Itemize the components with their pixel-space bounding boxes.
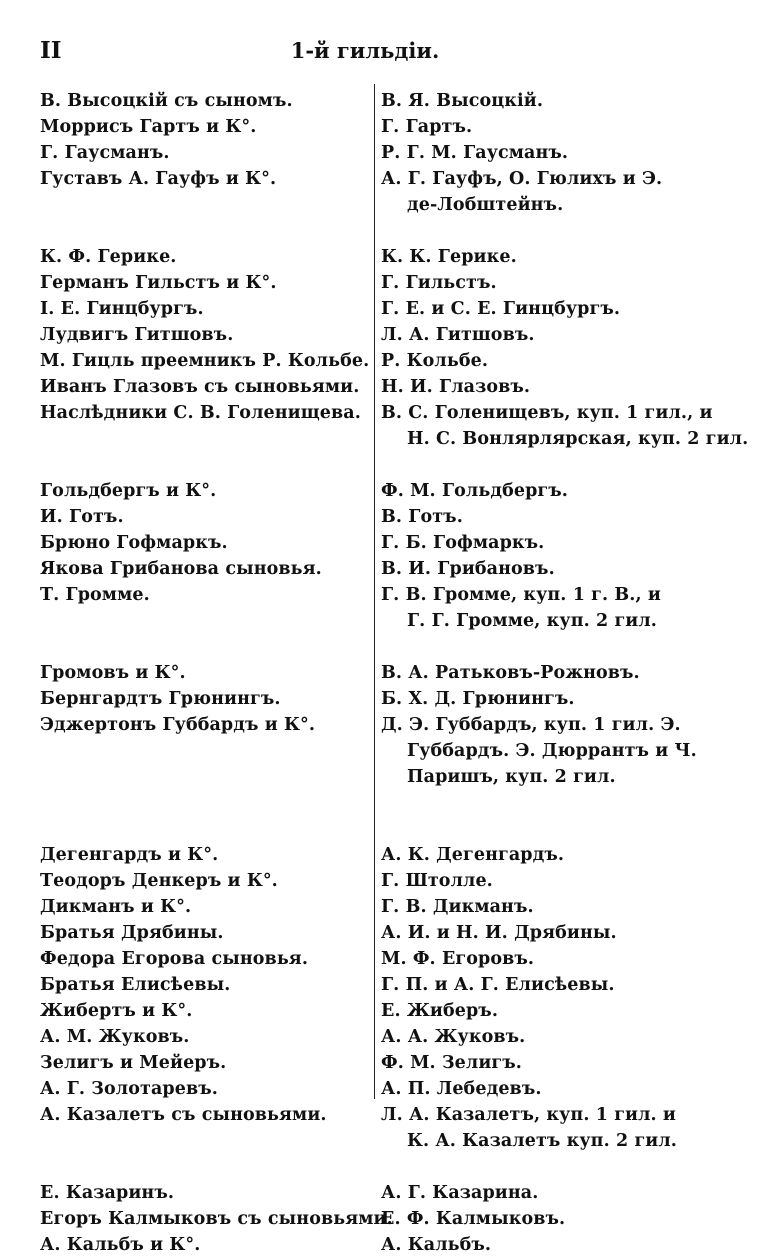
firm-name: Дегенгардъ и К°. — [40, 845, 219, 865]
owner-name: В. А. Ратьковъ-Рожновъ. — [381, 663, 640, 683]
owner-entry — [381, 374, 731, 400]
owner-name: Г. Е. и С. Е. Гинцбургъ. — [381, 299, 621, 319]
firm-entry — [40, 530, 370, 556]
firm-name: Жибертъ и К°. — [40, 1001, 193, 1021]
firm-name: Зелигъ и Мейеръ. — [40, 1053, 227, 1073]
owner-name: А. Г. Казарина. — [381, 1183, 539, 1203]
owner-name: Л. А. Казалетъ, куп. 1 гил. и — [381, 1105, 676, 1125]
firm-name: Лудвигъ Гитшовъ. — [40, 325, 234, 345]
firm-name: М. Гицль преемникъ Р. Кольбе. — [40, 351, 370, 371]
owner-entry — [381, 270, 731, 296]
group-spacer — [381, 218, 731, 244]
firm-name: А. Казалетъ съ сыновьями. — [40, 1105, 327, 1125]
firm-name: В. Высоцкій съ сыномъ. — [40, 91, 293, 111]
owner-name: Г. В. Дикманъ. — [381, 897, 534, 917]
owner-entry — [381, 868, 731, 894]
firm-name: Федора Егорова сыновья. — [40, 949, 309, 969]
firm-name: Теодоръ Денкеръ и К°. — [40, 871, 278, 891]
owner-entry — [381, 140, 731, 166]
firm-name: Иванъ Глазовъ съ сыновьями. — [40, 377, 360, 397]
owner-entry — [381, 556, 731, 582]
owner-entry — [381, 244, 731, 270]
owner-name: В. И. Грибановъ. — [381, 559, 555, 579]
running-head: 1-й гильдіи. — [290, 38, 440, 63]
firm-entry — [40, 972, 370, 998]
owner-name: Г. П. и А. Г. Елисѣевы. — [381, 975, 615, 995]
group-spacer — [381, 816, 731, 842]
owner-entry — [381, 686, 731, 712]
owner-entry — [381, 88, 731, 114]
owner-name: Г. Штолле. — [381, 871, 493, 891]
owner-name: А. П. Лебедевъ. — [381, 1079, 542, 1099]
firm-name: Гольдбергъ и К°. — [40, 481, 217, 501]
owner-name-continued: К. А. Казалетъ куп. 2 гил. — [407, 1131, 677, 1151]
owner-entry — [381, 1206, 731, 1232]
owner-name: Ф. М. Гольдбергъ. — [381, 481, 568, 501]
firm-entry — [40, 842, 370, 868]
owner-entry — [381, 1076, 731, 1102]
firm-entry — [40, 166, 370, 218]
owner-entry — [381, 946, 731, 972]
owner-name: В. Готъ. — [381, 507, 463, 527]
firm-name: Моррисъ Гартъ и К°. — [40, 117, 257, 137]
owner-entry — [381, 1024, 731, 1050]
firm-entry — [40, 894, 370, 920]
owner-entry — [381, 712, 731, 790]
firm-name: А. М. Жуковъ. — [40, 1027, 190, 1047]
owner-name: Ф. М. Зелигъ. — [381, 1053, 522, 1073]
firm-entry — [40, 1024, 370, 1050]
owner-name: К. К. Герике. — [381, 247, 517, 267]
owner-name: Р. Г. М. Гаусманъ. — [381, 143, 569, 163]
firm-entry — [40, 920, 370, 946]
firm-name: Т. Громме. — [40, 585, 150, 605]
group-spacer — [40, 816, 370, 842]
owner-entry — [381, 1050, 731, 1076]
owner-name: Г. Гартъ. — [381, 117, 473, 137]
owner-entry — [381, 322, 731, 348]
firm-name: Эджертонъ Губбардъ и К°. — [40, 715, 316, 735]
firm-name: Братья Елисѣевы. — [40, 975, 231, 995]
firm-name: I. Е. Гинцбургъ. — [40, 299, 204, 319]
owner-column — [381, 88, 749, 1258]
firm-entry — [40, 1232, 370, 1258]
owner-entry — [381, 114, 731, 140]
owner-name: Н. И. Глазовъ. — [381, 377, 531, 397]
firm-entry — [40, 686, 370, 712]
firm-entry — [40, 1206, 393, 1232]
owner-entry — [381, 842, 731, 868]
group-spacer — [40, 218, 370, 244]
firm-name: Е. Казаринъ. — [40, 1183, 175, 1203]
owner-entry — [381, 998, 731, 1024]
firm-entry — [40, 1102, 370, 1154]
owner-name: Л. А. Гитшовъ. — [381, 325, 535, 345]
owner-name: А. К. Дегенгардъ. — [381, 845, 565, 865]
group-spacer — [40, 452, 370, 478]
firm-entry — [40, 140, 370, 166]
firm-name: Г. Гаусманъ. — [40, 143, 170, 163]
owner-name: М. Ф. Егоровъ. — [381, 949, 535, 969]
firm-name: Якова Грибанова сыновья. — [40, 559, 322, 579]
firm-entry — [40, 582, 370, 634]
firm-entry — [40, 400, 370, 452]
firm-entry — [40, 1050, 370, 1076]
group-spacer — [381, 790, 731, 816]
firm-entry — [40, 946, 370, 972]
owner-entry — [381, 478, 731, 504]
column-divider — [374, 84, 375, 1099]
firm-entry — [40, 478, 370, 504]
firm-entry — [40, 88, 370, 114]
owner-name: Г. Гильстъ. — [381, 273, 497, 293]
firm-entry — [40, 244, 370, 270]
firm-column — [40, 88, 393, 1258]
firm-entry — [40, 1076, 370, 1102]
firm-name: И. Готъ. — [40, 507, 124, 527]
owner-name: А. И. и Н. И. Дрябины. — [381, 923, 617, 943]
owner-name: Г. В. Громме, куп. 1 г. В., и — [381, 585, 661, 605]
owner-entry — [381, 920, 731, 946]
owner-entry — [381, 582, 731, 634]
owner-name: В. Я. Высоцкій. — [381, 91, 544, 111]
firm-name: Густавъ А. Гауфъ и К°. — [40, 169, 277, 189]
firm-name: Громовъ и К°. — [40, 663, 186, 683]
owner-name: Д. Э. Губбардъ, куп. 1 гил. Э. — [381, 715, 681, 735]
firm-name: Бернгардтъ Грюнингъ. — [40, 689, 281, 709]
firm-entry — [40, 660, 370, 686]
firm-entry — [40, 868, 370, 894]
firm-entry — [40, 998, 370, 1024]
owner-entry — [381, 504, 731, 530]
firm-entry — [40, 1180, 370, 1206]
owner-entry — [381, 296, 731, 322]
owner-name-continued: Паришъ, куп. 2 гил. — [407, 767, 616, 787]
owner-name: В. С. Голенищевъ, куп. 1 гил., и — [381, 403, 713, 423]
owner-name-continued: Г. Г. Громме, куп. 2 гил. — [407, 611, 657, 631]
group-spacer — [381, 634, 731, 660]
owner-name-continued: Губбардъ. Э. Дюррантъ и Ч. — [407, 741, 697, 761]
firm-name: А. Кальбъ и К°. — [40, 1235, 201, 1255]
firm-entry — [40, 322, 370, 348]
owner-entry — [381, 530, 731, 556]
owner-name: А. Кальбъ. — [381, 1235, 492, 1255]
group-spacer — [40, 790, 370, 816]
firm-entry — [40, 114, 370, 140]
owner-entry — [381, 348, 731, 374]
firm-entry — [40, 374, 370, 400]
owner-name: Г. Б. Гофмаркъ. — [381, 533, 545, 553]
owner-entry — [381, 166, 731, 218]
page-number: II — [40, 37, 62, 64]
firm-entry — [40, 712, 370, 790]
owner-entry — [381, 1102, 731, 1154]
owner-entry — [381, 894, 731, 920]
owner-name: Е. Жиберъ. — [381, 1001, 499, 1021]
owner-name: Б. Х. Д. Грюнингъ. — [381, 689, 575, 709]
firm-name: Егоръ Калмыковъ съ сыновьями. — [40, 1209, 393, 1229]
owner-name: А. Г. Гауфъ, О. Гюлихъ и Э. — [381, 169, 663, 189]
owner-entry — [381, 660, 731, 686]
firm-name: Дикманъ и К°. — [40, 897, 192, 917]
group-spacer — [381, 452, 731, 478]
owner-name-continued: де-Лобштейнъ. — [407, 195, 564, 215]
owner-entry — [381, 1180, 731, 1206]
firm-entry — [40, 296, 370, 322]
owner-entry — [381, 972, 731, 998]
firm-entry — [40, 504, 370, 530]
firm-entry — [40, 270, 370, 296]
group-spacer — [40, 634, 370, 660]
firm-name: Наслѣдники С. В. Голенищева. — [40, 403, 361, 423]
firm-entry — [40, 348, 370, 374]
firm-name: Братья Дрябины. — [40, 923, 224, 943]
owner-name: А. А. Жуковъ. — [381, 1027, 526, 1047]
firm-entry — [40, 556, 370, 582]
owner-entry — [381, 400, 749, 452]
owner-name: Р. Кольбе. — [381, 351, 489, 371]
firm-name: К. Ф. Герике. — [40, 247, 177, 267]
owner-name: Е. Ф. Калмыковъ. — [381, 1209, 566, 1229]
firm-name: А. Г. Золотаревъ. — [40, 1079, 218, 1099]
firm-name: Германъ Гильстъ и К°. — [40, 273, 277, 293]
owner-name-continued: Н. С. Вонлярлярская, куп. 2 гил. — [407, 429, 749, 449]
group-spacer — [40, 1154, 370, 1180]
firm-name: Брюно Гофмаркъ. — [40, 533, 228, 553]
owner-entry — [381, 1232, 731, 1258]
group-spacer — [381, 1154, 731, 1180]
